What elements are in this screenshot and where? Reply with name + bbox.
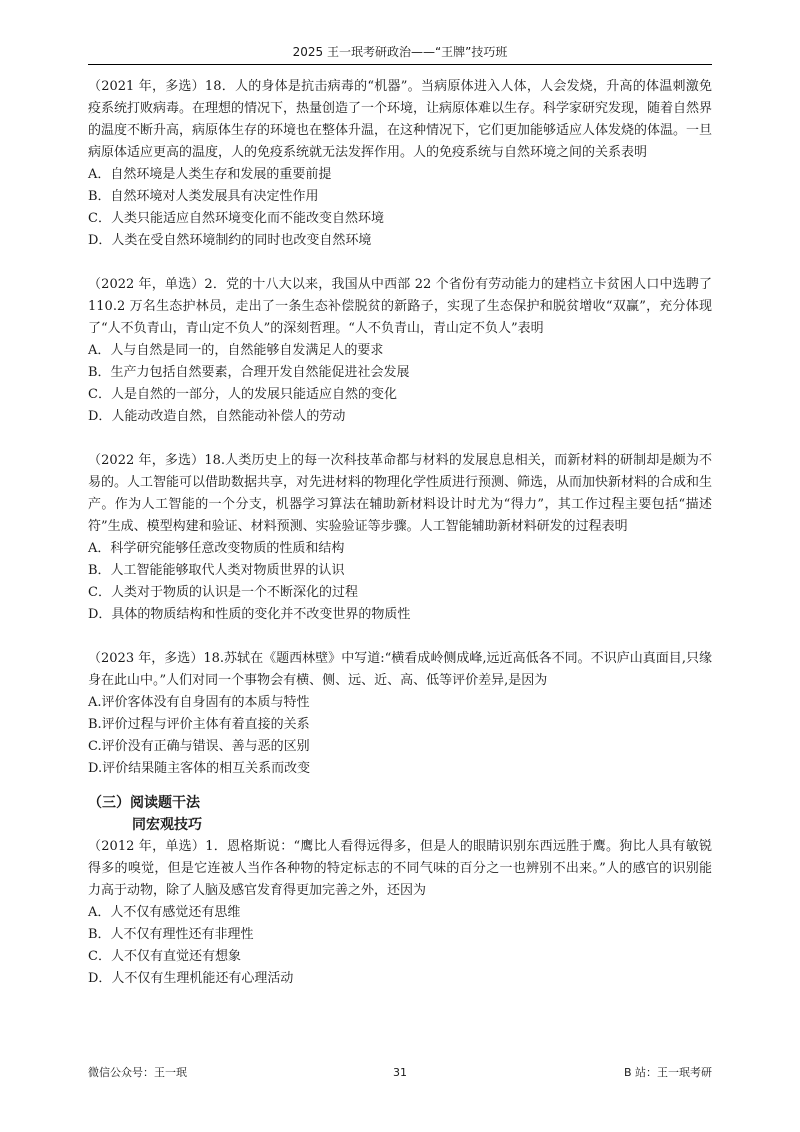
question-stem: （2021 年，多选）18．人的身体是抗击病毒的“机器”。当病原体进入人体，人会发烧，升高的体温刺激免疫系统打败病毒。在理想的情况下，热量创造了一个环境，让病原体难以生存。科学家研究发现，随着自然界的温度不断升高，病原体生存的环境也在整体升温，在这种情况下，它们更加能够适应人体发烧的体温。一旦病原体适应更高的温度，人的免疫系统就无法发挥作用。人的免疫系统与自然环境之间的关系表明 [88,79,713,160]
option-c: C．人是自然的一部分，人的发展只能适应自然的变化 [88,387,397,402]
page-number: 31 [393,1066,407,1079]
option-c: C．人不仅有直觉还有想象 [88,949,241,964]
question-stem: （2022 年，单选）2．党的十八大以来，我国从中西部 22 个省份有劳动能力的建档立卡贫困人口中选聘了 110.2 万名生态护林员，走出了一条生态补偿脱贫的新路子，实现了生态保护和脱贫增收“双赢”，充分体现了“人不负青山，青山定不负人”的深刻哲理。“人不负青山，青山定不负人”表明 [88,277,712,336]
option-a: A．自然环境是人类生存和发展的重要前提 [88,167,332,182]
question-block [88,76,712,252]
question-stem: （2023 年，多选）18.苏轼在《题西林壁》中写道:“横看成岭侧成峰,远近高低各不同。不识庐山真面目,只缘身在此山中。”人们对同一个事物会有横、侧、远、近、高、低等评价差异,是因为 [88,651,712,688]
option-b: B．人工智能能够取代人类对物质世界的认识 [88,563,345,578]
option-b: B．生产力包括自然要素，合理开发自然能促进社会发展 [88,365,410,380]
page-header [88,44,712,65]
option-c: C．人类对于物质的认识是一个不断深化的过程 [88,585,358,600]
option-b: B．自然环境对人类发展具有决定性作用 [88,189,319,204]
option-a: A．人不仅有感觉还有思维 [88,905,241,920]
option-d: D．人类在受自然环境制约的同时也改变自然环境 [88,233,372,248]
question-block [88,274,712,428]
option-c: C．人类只能适应自然环境变化而不能改变自然环境 [88,211,384,226]
question-stem: （2012 年，单选）1．恩格斯说：“鹰比人看得远得多，但是人的眼睛识别东西远胜于鹰。狗比人具有敏锐得多的嗅觉，但是它连被人当作各种物的特定标志的不同气味的百分之一也辨别不出来。”人的感官的识别能力高于动物，除了人脑及感官发育得更加完善之外，还因为 [88,839,712,898]
section-subtitle: 同宏观技巧 [132,817,202,833]
footer-bilibili: B 站：王一珉考研 [623,1066,712,1079]
section-title: （三）阅读题干法 [88,795,200,811]
option-c: C.评价没有正确与错误、善与恶的区别 [88,739,310,754]
page-content [88,76,712,990]
option-d: D.评价结果随主客体的相互关系而改变 [88,761,311,776]
option-a: A．科学研究能够任意改变物质的性质和结构 [88,541,345,556]
option-b: B.评价过程与评价主体有着直接的关系 [88,717,310,732]
option-b: B．人不仅有理性还有非理性 [88,927,254,942]
option-d: D．人能动改造自然，自然能动补偿人的劳动 [88,409,346,424]
option-d: D．具体的物质结构和性质的变化并不改变世界的物质性 [88,607,411,622]
option-d: D．人不仅有生理机能还有心理活动 [88,971,294,986]
question-block [88,450,712,626]
question-block [88,648,712,780]
option-a: A.评价客体没有自身固有的本质与特性 [88,695,310,710]
header-title: 2025 王一珉考研政治——“王牌”技巧班 [292,45,508,59]
question-stem: （2022 年，多选）18.人类历史上的每一次科技革命都与材料的发展息息相关，而新材料的研制却是颇为不易的。人工智能可以借助数据共享，对先进材料的物理化学性质进行预测、筛选，从而加快新材料的合成和生产。作为人工智能的一个分支，机器学习算法在辅助新材料设计时尤为“得力”，其工作过程主要包括“描述符”生成、模型构建和验证、材料预测、实验验证等步骤。人工智能辅助新材料研发的过程表明 [88,453,713,534]
option-a: A．人与自然是同一的，自然能够自发满足人的要求 [88,343,384,358]
question-block [88,836,712,990]
footer-wechat: 微信公众号：王一珉 [88,1066,187,1079]
